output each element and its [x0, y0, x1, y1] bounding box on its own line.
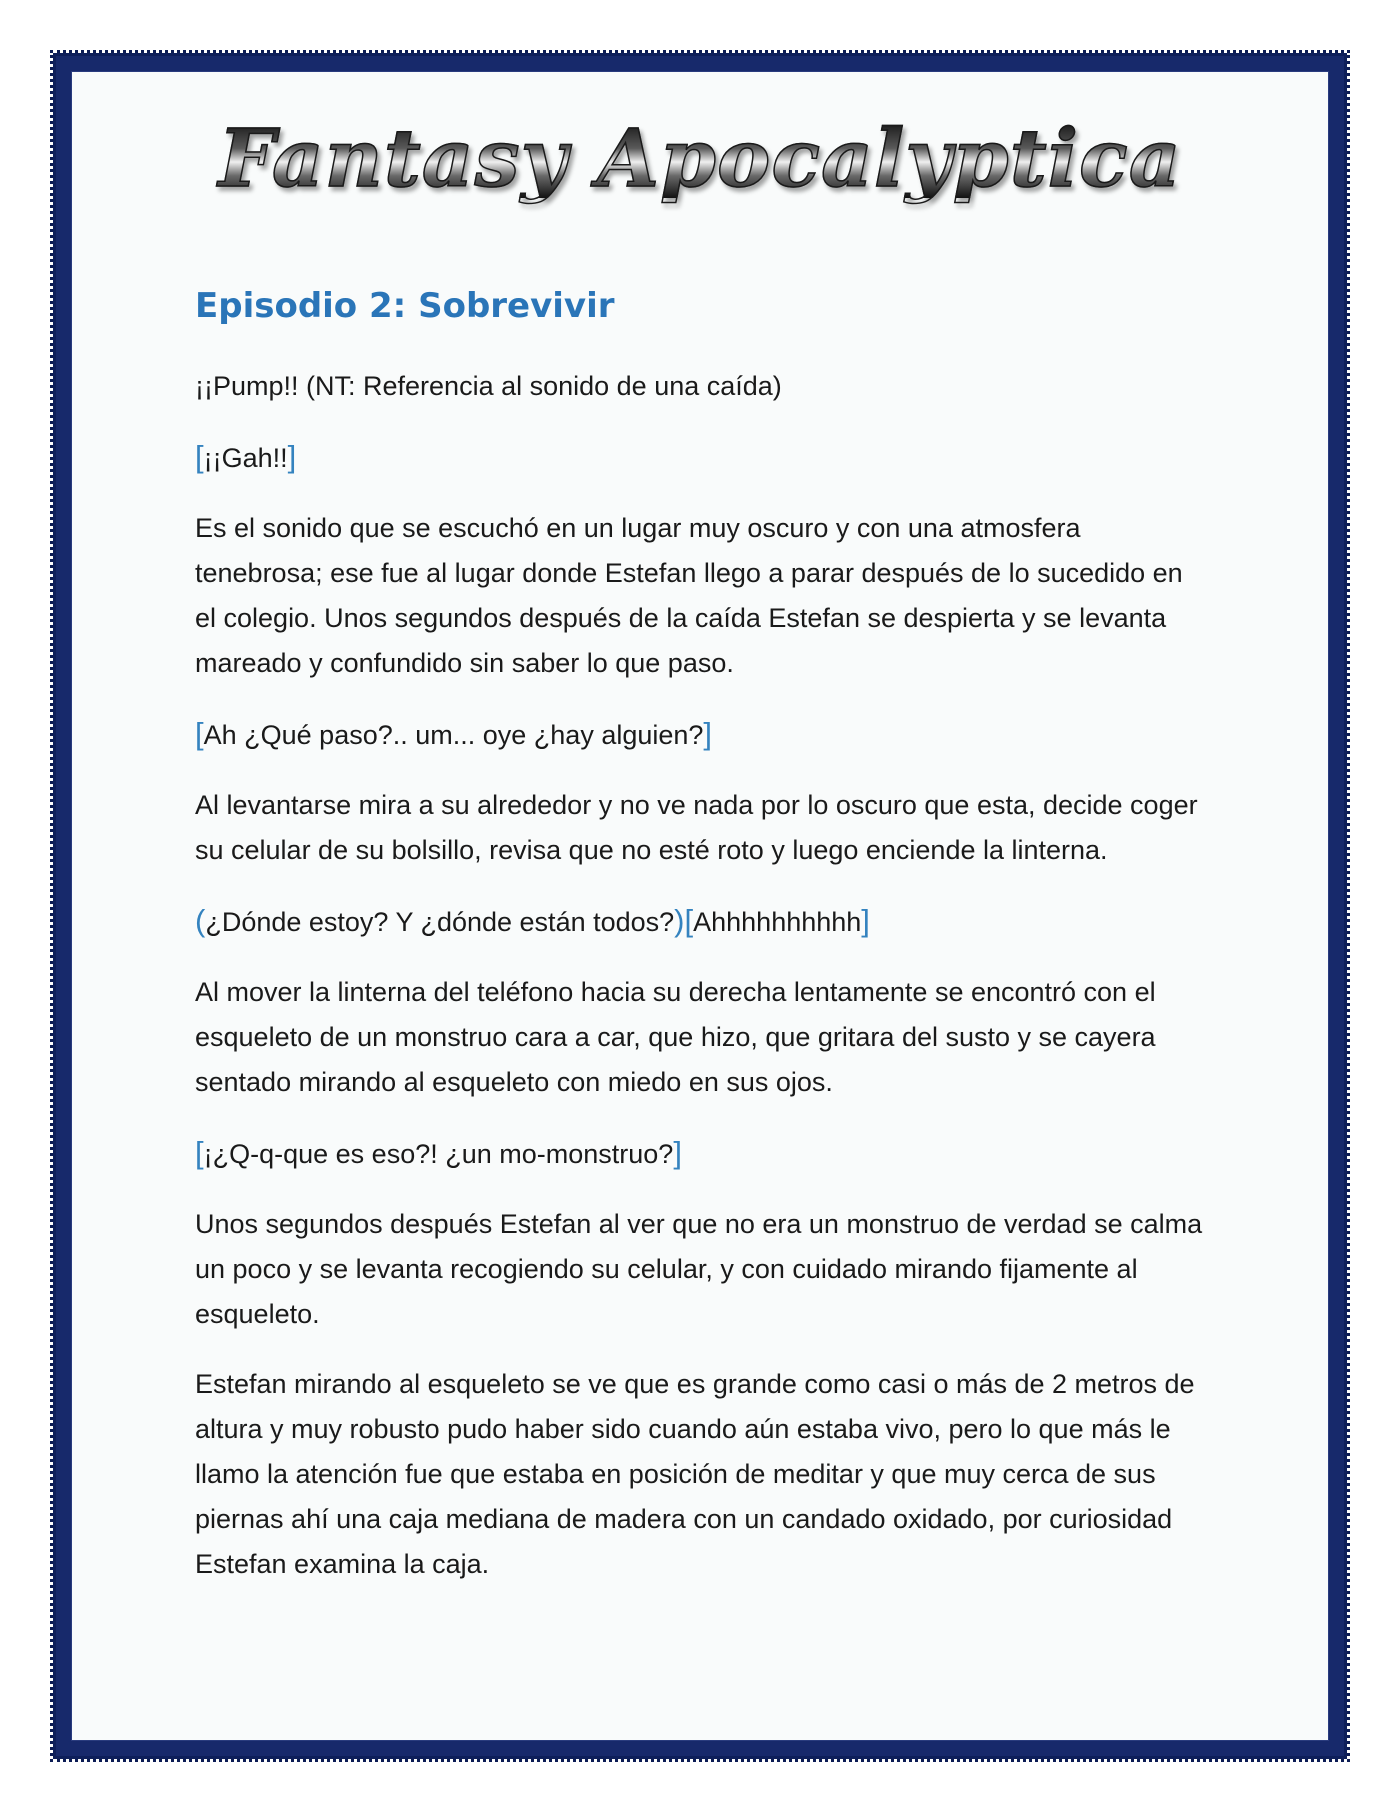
paragraph-1: ¡¡Pump!! (NT: Referencia al sonido de una caída) [195, 371, 782, 401]
bracket-close: ] [673, 1135, 682, 1170]
paren-close: ) [674, 903, 685, 938]
dialogue-text: ¡¿Q-q-que es eso?! ¿un mo-monstruo? [203, 1139, 674, 1169]
paragraph-3: Al levantarse mira a su alrededor y no ve nada por lo oscuro que esta, decide coger su celular de su bolsillo, revisa que no esté roto y luego enciende la linterna. [195, 790, 1198, 865]
bracket-open: [ [195, 716, 204, 751]
bracket-close: ] [703, 716, 713, 751]
thought-text: ¿Dónde estoy? Y ¿dónde están todos? [205, 907, 675, 937]
bracket-open: [ [684, 903, 694, 938]
dialogue-text: Ahhhhhhhhhh [693, 907, 862, 937]
paragraph-4: Al mover la linterna del teléfono hacia su derecha lentamente se encontró con el esqueleto de un monstruo cara a car, que hizo, que gritara del susto y se cayera sentado mirando al esqueleto con miedo en sus ojos. [195, 977, 1156, 1097]
paragraph-6: Estefan mirando al esqueleto se ve que es grande como casi o más de 2 metros de altura y muy robusto pudo haber sido cuando aún estaba vivo, pero lo que más le llamo la atención fue que estaba en posición de meditar y que muy cerca de sus piernas ahí una caja mediana de madera con un candado oxidado, por curiosidad Estefan examina la caja. [195, 1369, 1195, 1579]
dialogue-line-1 [195, 434, 1205, 481]
episode-heading: Episodio 2: Sobrevivir [195, 286, 615, 326]
dialogue-text: ¡¡Gah!! [203, 443, 288, 473]
paragraph-2: Es el sonido que se escuchó en un lugar muy oscuro y con una atmosfera tenebrosa; ese fue al lugar donde Estefan llego a parar después de lo sucedido en el colegio. Unos segundos después de la caída Estefan se despierta y se levanta mareado y confundido sin saber lo que paso. [195, 513, 1183, 678]
bracket-open: [ [195, 439, 204, 474]
bracket-close: ] [861, 903, 870, 938]
dialogue-line-3 [195, 898, 1205, 945]
paren-open: ( [195, 903, 206, 938]
dialogue-line-4 [195, 1130, 1205, 1177]
document-body [195, 278, 1205, 1612]
paragraph-5: Unos segundos después Estefan al ver que no era un monstruo de verdad se calma un poco y se levanta recogiendo su celular, y con cuidado mirando fijamente al esqueleto. [195, 1209, 1203, 1329]
book-title: Fantasy Apocalyptica [0, 118, 1400, 198]
bracket-close: ] [287, 439, 297, 474]
dialogue-line-2 [195, 711, 1205, 758]
bracket-open: [ [195, 1135, 204, 1170]
dialogue-text: Ah ¿Qué paso?.. um... oye ¿hay alguien? [203, 720, 704, 750]
